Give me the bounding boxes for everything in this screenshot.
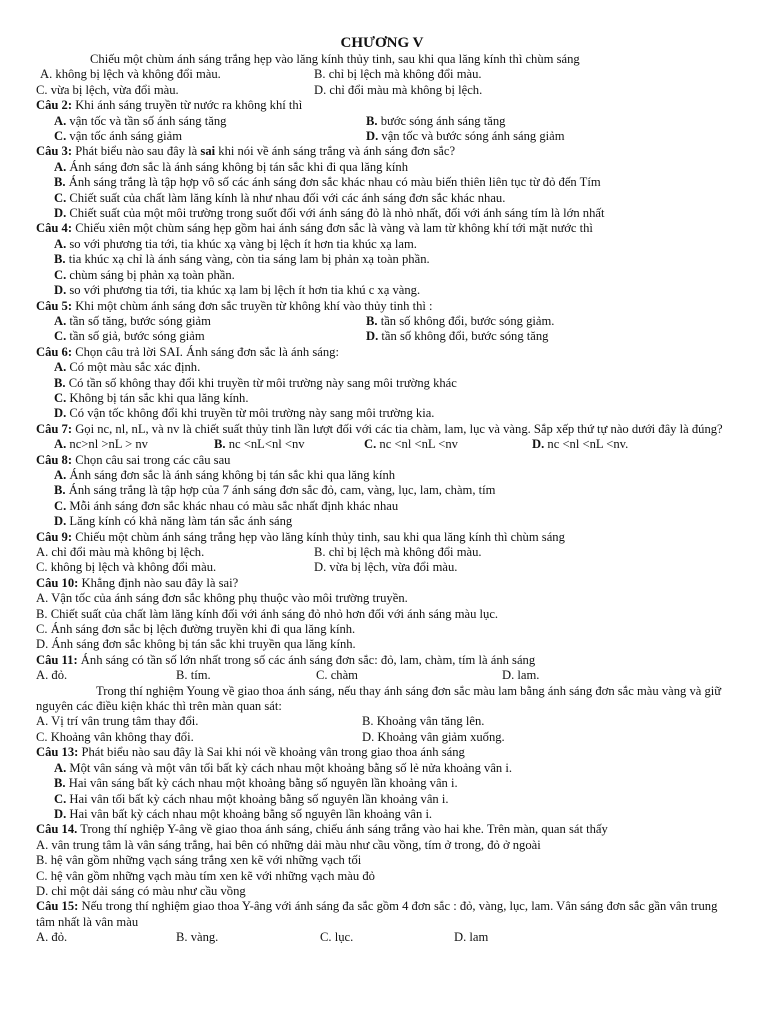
option-text: Ánh sáng đơn sắc là ánh sáng không bị tán sắc khi qua lăng kính [69,467,396,482]
intro-options [36,67,728,82]
option-text: vận tốc và bước sóng ánh sáng giảm [381,129,565,144]
q12-option-c: C. Khoảng vân không thay đổi. [36,729,194,744]
option-text: Ánh sáng trắng là tập hợp vô số các ánh sáng đơn sắc khác nhau có màu biến thiên liên tục từ đỏ đến Tím [68,175,601,190]
q14-option-c: C. hệ vân gồm những vạch màu tím xen kẽ với những vạch màu đỏ [36,868,375,883]
question-5 [36,299,728,314]
q15-option-a: A. đỏ. [36,930,68,945]
q11-option-d: D. lam. [502,668,540,683]
question-label: Câu 8: [36,452,73,467]
q4-option-c [36,268,728,283]
q5-options-row1 [36,314,728,329]
q6-option-c [36,391,728,406]
option-text: Chiết suất của một môi trường trong suốt đối với ánh sáng đỏ là nhỏ nhất, đối với ánh sáng tím là lớn nhất [69,206,605,221]
q13-option-b [36,776,728,791]
option-text: vận tốc và tần số ánh sáng tăng [69,113,227,128]
option-key: D. [366,129,379,144]
option-text: Chiết suất của chất làm lăng kính là như nhau đối với các ánh sáng đơn sắc khác nhau. [69,190,506,205]
question-9 [36,530,728,545]
option-text: Hai vân sáng bất kỳ cách nhau một khoảng bằng số nguyên lần khoảng vân i. [68,776,458,791]
q11-option-b: B. tím. [176,668,211,683]
option-key: A. [54,437,67,452]
q15-option-c: C. lục. [320,930,354,945]
intro-option-d: D. chỉ đổi màu mà không bị lệch. [314,82,483,97]
question-label: Câu 3: [36,144,73,159]
chapter-title: CHƯƠNG V [340,35,424,51]
q13-option-d [36,807,728,822]
q12-options-row2 [36,730,728,745]
option-key: B. [54,375,66,390]
q8-option-a [36,468,728,483]
q8-option-c [36,499,728,514]
question-label: Câu 11: [36,652,78,667]
q12-option-b: B. Khoảng vân tăng lên. [362,714,485,729]
q10-option-c: C. Ánh sáng đơn sắc bị lệch đường truyền khi đi qua lăng kính. [36,622,356,637]
option-key: B. [54,252,66,267]
q2-options-row1 [36,114,728,129]
q3-option-c [36,191,728,206]
q7-options [36,437,728,452]
option-key: B. [54,175,66,190]
question-text: Khi một chùm ánh sáng đơn sắc truyền từ không khí vào thủy tinh thì : [75,298,433,313]
q14-option-d: D. chỉ một dải sáng có màu như cầu vồng [36,883,246,898]
q9-option-d: D. vừa bị lệch, vừa đổi màu. [314,560,458,575]
option-text: tần số không đổi, bước sóng tăng [381,329,549,344]
question-3 [36,144,728,159]
option-text: nc <nl <nL <nv. [547,437,629,452]
option-text: Một vân sáng và một vân tối bất kỳ cách nhau một khoảng bằng số lẻ nửa khoảng vân i. [69,760,513,775]
question-text: Chọn câu sai trong các câu sau [75,452,231,467]
option-key: C. [54,329,67,344]
option-text: Có vận tốc không đổi khi truyền từ môi trường này sang môi trường kia. [69,406,435,421]
question-6 [36,345,728,360]
option-text: so với phương tia tới, tia khúc xạ lam bị lệch ít hơn tia khú c xạ vàng. [69,283,421,298]
q3-option-b [36,175,728,190]
question-text: Khi ánh sáng truyền từ nước ra không khí thì [75,98,303,113]
question-11 [36,653,728,668]
q9-options-row1 [36,545,728,560]
q15-option-d: D. lam [454,930,489,945]
option-key: C. [54,498,67,513]
question-label: Câu 14. [36,822,78,837]
option-key: D. [366,329,379,344]
question-text: Chọn câu trả lời SAI. Ánh sáng đơn sắc là ánh sáng: [75,344,339,359]
q9-option-c: C. không bị lệch và không đổi màu. [36,560,217,575]
intro-option-c: C. vừa bị lệch, vừa đổi màu. [36,82,179,97]
question-label: Câu 9: [36,529,73,544]
option-text: Lăng kính có khả năng làm tán sắc ánh sáng [69,514,293,529]
option-key: A. [54,236,67,251]
q8-option-b [36,483,728,498]
q3-option-a [36,160,728,175]
question-text: Chiếu một chùm ánh sáng trắng hẹp vào lăng kính thủy tinh, sau khi qua lăng kính thì chùm sáng [75,529,565,544]
option-text: Hai vân bất kỳ cách nhau một khoảng bằng số nguyên lần khoảng vân i. [69,806,433,821]
question-14 [36,822,728,837]
option-key: B. [366,313,378,328]
option-key: C. [54,190,67,205]
q3-option-d [36,206,728,221]
option-key: A. [54,113,67,128]
q4-option-b [36,252,728,267]
question-4 [36,221,728,236]
q11-option-a: A. đỏ. [36,668,68,683]
option-key: B. [214,437,226,452]
question-label: Câu 7: [36,421,73,436]
option-key: B. [366,113,378,128]
q15-option-b: B. vàng. [176,930,219,945]
intro-question: Chiếu một chùm ánh sáng trắng hẹp vào lăng kính thủy tinh, sau khi qua lăng kính thì chùm sáng [90,52,580,66]
question-label: Câu 10: [36,575,79,590]
q6-option-d [36,406,728,421]
q10-option-b: B. Chiết suất của chất làm lăng kính đối với ánh sáng đỏ nhỏ hơn đối với ánh sáng màu lục. [36,606,499,621]
option-key: A. [54,760,67,775]
option-key: D. [54,406,67,421]
question-text: Gọi nc, nl, nL, và nv là chiết suất thủy tinh lần lượt đối với các tia chàm, lam, lục và vàng. Sắp xếp thứ tự nào dưới đây là đúng? [75,421,723,436]
option-key: B. [54,776,66,791]
q14-option-a: A. vân trung tâm là vân sáng trắng, hai bên có những dải màu như cầu vồng, tím ở trong, đỏ ở ngoài [36,837,541,852]
q10-option-d: D. Ánh sáng đơn sắc không bị tán sắc khi truyền qua lăng kính. [36,637,356,652]
q6-option-a [36,360,728,375]
option-text: Mỗi ánh sáng đơn sắc khác nhau có màu sắc nhất định khác nhau [69,498,399,513]
option-text: Hai vân tối bất kỳ cách nhau một khoảng bằng số nguyên lần khoảng vân i. [69,791,449,806]
option-key: C. [54,267,67,282]
q14-option-b: B. hệ vân gồm những vạch sáng trắng xen kẽ với những vạch tối [36,853,362,868]
question-text: Phát biểu nào sau đây là [75,144,201,159]
option-key: A. [54,313,67,328]
option-key: A. [54,360,67,375]
question-8 [36,453,728,468]
question-text: Phát biểu nào sau đây là Sai khi nói về khoảng vân trong giao thoa ánh sáng [81,745,465,760]
q9-option-b: B. chỉ bị lệch mà không đổi màu. [314,545,482,559]
q15-options [36,930,728,945]
option-key: B. [54,483,66,498]
q10-option-a: A. Vận tốc của ánh sáng đơn sắc không phụ thuộc vào môi trường truyền. [36,591,408,606]
option-key: D. [54,206,67,221]
question-15 [36,899,728,930]
question-label: Câu 4: [36,221,73,236]
q5-options-row2 [36,329,728,344]
option-text: vận tốc ánh sáng giảm [69,129,183,144]
intro-option-a: A. không bị lệch và không đổi màu. [40,67,221,82]
q2-options-row2 [36,129,728,144]
option-key: C. [54,390,67,405]
q8-option-d [36,514,728,529]
question-7 [36,422,728,437]
question-label: Câu 5: [36,298,73,313]
option-text: Có tần số không thay đổi khi truyền từ môi trường này sang môi trường khác [68,375,457,390]
q13-option-a [36,761,728,776]
q4-option-d [36,283,728,298]
option-text: Có một màu sắc xác định. [69,360,201,375]
option-text: tần số tăng, bước sóng giảm [69,313,211,328]
question-label: Câu 6: [36,344,73,359]
option-text: tần số giả, bước sóng giảm [69,329,205,344]
option-text: nc>nl >nL > nv [69,437,148,452]
q12-option-a: A. Vị trí vân trung tâm thay đổi. [36,714,199,729]
question-text-end: khi nói về ánh sáng trắng và ánh sáng đơn sắc? [215,144,456,159]
question-13 [36,745,728,760]
intro-option-b: B. chỉ bị lệch mà không đổi màu. [314,67,482,82]
question-label: Câu 15: [36,899,79,914]
q6-option-b [36,376,728,391]
intro-options-2 [36,83,728,98]
option-key: D. [54,283,67,298]
q4-option-a [36,237,728,252]
q9-option-a: A. chỉ đổi màu mà không bị lệch. [36,545,205,559]
question-12: Trong thí nghiệm Young về giao thoa ánh sáng, nếu thay ánh sáng đơn sắc màu lam bằng ánh sáng đơn sắc màu vàng và giữ nguyên các điều kiện khác thì trên màn quan sát: [36,683,722,714]
q9-options-row2 [36,560,728,575]
option-key: C. [54,791,67,806]
option-key: D. [54,514,67,529]
option-key: D. [532,437,545,452]
option-key: A. [54,467,67,482]
question-label: Câu 13: [36,745,79,760]
option-key: C. [54,129,67,144]
q12-options-row1 [36,714,728,729]
question-emphasis: sai [200,144,216,159]
q11-options [36,668,728,683]
option-text: bước sóng ánh sáng tăng [380,113,506,128]
question-text: Khẳng định nào sau đây là sai? [81,575,239,590]
question-text: Chiếu xiên một chùm sáng hẹp gồm hai ánh sáng đơn sắc là vàng và lam từ không khí tới mặt nước thì [75,221,593,236]
option-text: Ánh sáng đơn sắc là ánh sáng không bị tán sắc khi đi qua lăng kính [69,159,408,174]
option-text: tia khúc xạ chỉ là ánh sáng vàng, còn tia sáng lam bị phản xạ toàn phần. [68,252,430,267]
option-text: tần số không đổi, bước sóng giảm. [380,313,555,328]
question-10 [36,576,728,591]
question-label: Câu 2: [36,98,73,113]
option-text: nc <nL<nl <nv [228,437,305,452]
question-text: Trong thí nghiệp Y-âng về giao thoa ánh sáng, chiếu ánh sáng trắng vào hai khe. Trên màn, quan sát thấy [80,822,608,837]
question-text: Nếu trong thí nghiệm giao thoa Y-âng với ánh sáng đa sắc gồm 4 đơn sắc : đỏ, vàng, lục, lam. Vân sáng đơn sắc gần vân trung tâm nhất là vân màu [36,899,718,929]
question-2 [36,98,728,113]
question-text: Ánh sáng có tần số lớn nhất trong số các ánh sáng đơn sắc: đỏ, lam, chàm, tím là ánh sáng [80,652,536,667]
q13-option-c [36,792,728,807]
option-key: A. [54,159,67,174]
option-text: Không bị tán sắc khi qua lăng kính. [69,390,249,405]
q12-option-d: D. Khoảng vân giảm xuống. [362,729,505,744]
option-text: Ánh sáng trắng là tập hợp của 7 ánh sáng đơn sắc đỏ, cam, vàng, lục, lam, chàm, tím [68,483,496,498]
option-key: D. [54,806,67,821]
option-key: C. [364,437,377,452]
option-text: chùm sáng bị phản xạ toàn phần. [69,267,235,282]
option-text: so với phương tia tới, tia khúc xạ vàng bị lệch ít hơn tia khúc xạ lam. [69,236,417,251]
option-text: nc <nl <nL <nv [379,437,458,452]
q11-option-c: C. chàm [316,668,358,683]
